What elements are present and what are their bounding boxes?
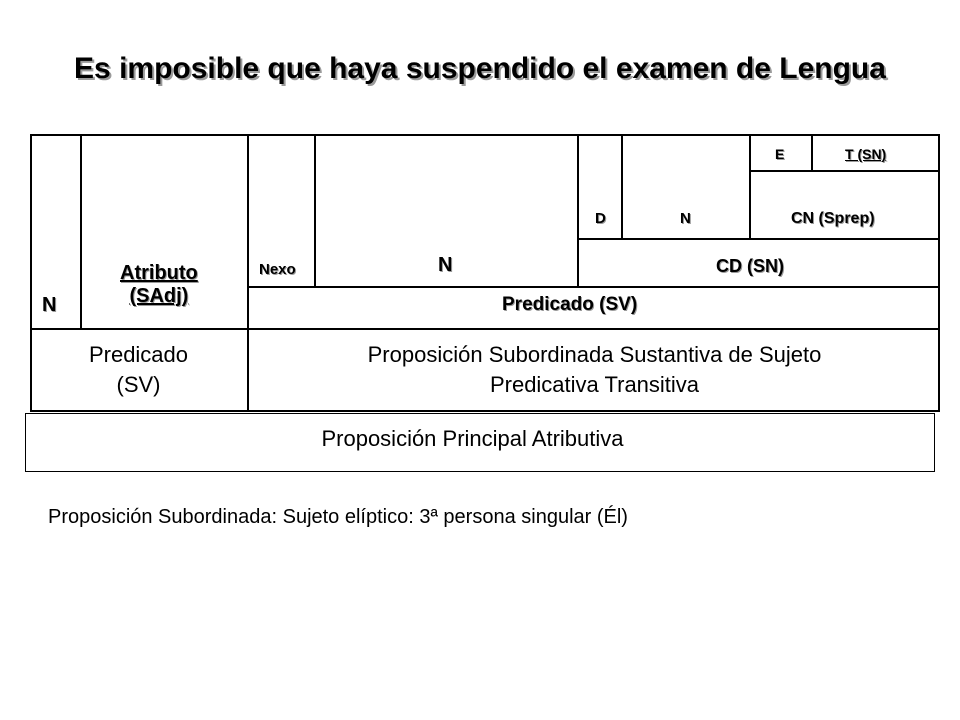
atributo-label-line2: (SAdj) (129, 285, 189, 307)
atributo-label (120, 262, 198, 308)
subject-note: Proposición Subordinada: Sujeto elíptico: 3ª persona singular (Él) (48, 506, 628, 528)
subordinada-line2: Predicativa Transitiva (489, 372, 700, 397)
divider (247, 286, 940, 288)
principal-label: Proposición Principal Atributiva (321, 426, 624, 451)
termino-sn-label: T (SN) (845, 146, 887, 162)
nexo-label: Nexo (259, 261, 296, 278)
principal-proposition-box (25, 413, 935, 472)
verb-nucleo-label: N (438, 254, 453, 276)
predicado-line2: (SV) (116, 372, 161, 397)
predicado-sv-large-label (30, 340, 247, 400)
divider (577, 134, 579, 286)
divider (314, 134, 316, 286)
divider (811, 134, 813, 170)
atributo-label-line1: Atributo (120, 262, 198, 284)
syntax-analysis-diagram (30, 134, 940, 412)
enlace-label: E (775, 146, 785, 162)
divider (30, 328, 940, 330)
subordinada-line1: Proposición Subordinada Sustantiva de Sujeto (367, 342, 822, 367)
nucleo-label: N (42, 294, 57, 316)
cn-sprep-label: CN (Sprep) (791, 210, 875, 227)
divider (80, 134, 82, 328)
cd-nucleo-label: N (680, 210, 691, 227)
predicado-line1: Predicado (88, 342, 189, 367)
predicado-sv-label: Predicado (SV) (502, 294, 638, 315)
page-title: Es imposible que haya suspendido el examen de Lengua (74, 52, 886, 85)
divider (749, 170, 940, 172)
determinante-label: D (595, 210, 606, 227)
divider (621, 134, 623, 238)
divider (749, 134, 751, 238)
subordinada-label (249, 340, 940, 400)
cd-sn-label: CD (SN) (716, 256, 784, 276)
divider (577, 238, 940, 240)
